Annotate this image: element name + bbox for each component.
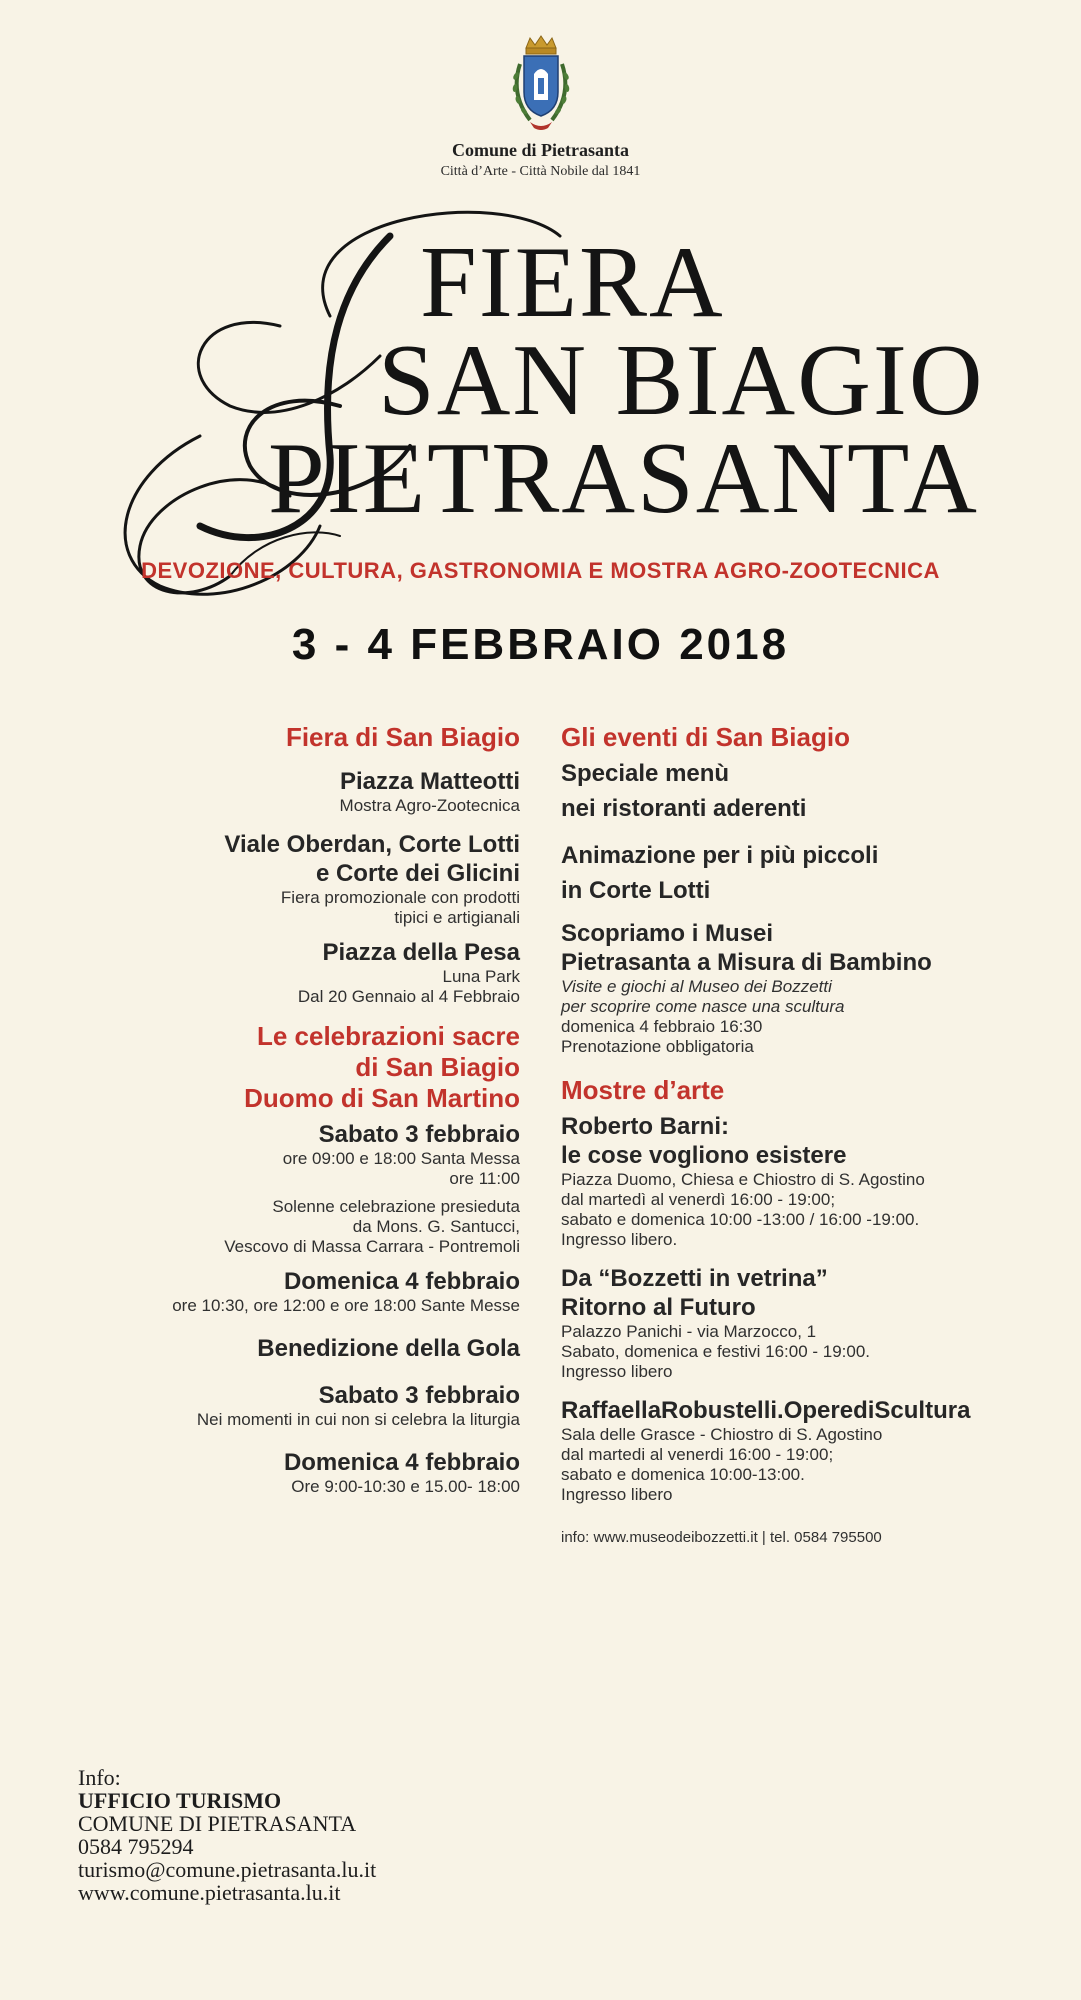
event-dates: 3 - 4 FEBBRAIO 2018 xyxy=(291,620,790,669)
scopriamo-line-1: Scopriamo i Musei xyxy=(561,920,774,947)
sabato-2-line: Nei momenti in cui non si celebra la liturgia xyxy=(196,1410,520,1429)
visite-line-1: Visite e giochi al Museo dei Bozzetti xyxy=(561,977,832,996)
corte-glicini: e Corte dei Glicini xyxy=(315,860,520,887)
viale-oberdan: Viale Oberdan, Corte Lotti xyxy=(224,831,520,858)
animazione-line-2: in Corte Lotti xyxy=(561,877,711,904)
solenne-line-2: da Mons. G. Santucci, xyxy=(352,1217,520,1236)
celebrazioni-heading-2: di San Biagio xyxy=(355,1052,520,1082)
speciale-line-2: nei ristoranti aderenti xyxy=(561,795,807,822)
barni-line-2: le cose vogliono esistere xyxy=(561,1142,847,1169)
sabato-1-heading: Sabato 3 febbraio xyxy=(318,1121,520,1148)
footer-info-label: Info: xyxy=(78,1765,121,1790)
mostre-heading: Mostre d’arte xyxy=(561,1075,725,1105)
title-fiera: FIERA xyxy=(420,226,725,339)
sabato-2-heading: Sabato 3 febbraio xyxy=(318,1382,520,1409)
barni-line-6: Ingresso libero. xyxy=(561,1230,678,1249)
visite-line-3: domenica 4 febbraio 16:30 xyxy=(561,1017,763,1036)
bozzetti-line-5: Ingresso libero xyxy=(561,1362,673,1381)
celebrazioni-heading-1: Le celebrazioni sacre xyxy=(256,1021,520,1051)
footer-comune: COMUNE DI PIETRASANTA xyxy=(78,1811,357,1836)
solenne-line-1: Solenne celebrazione presieduta xyxy=(272,1197,520,1216)
domenica-1-heading: Domenica 4 febbraio xyxy=(283,1268,520,1295)
domenica-1-line: ore 10:30, ore 12:00 e ore 18:00 Sante Messe xyxy=(172,1296,520,1315)
domenica-2-line: Ore 9:00-10:30 e 15.00- 18:00 xyxy=(291,1477,520,1496)
visite-line-4: Prenotazione obbligatoria xyxy=(561,1037,754,1056)
mostra-agro: Mostra Agro-Zootecnica xyxy=(339,796,520,815)
piazza-pesa: Piazza della Pesa xyxy=(322,939,520,966)
footer-phone: 0584 795294 xyxy=(78,1834,194,1859)
luna-park-dates: Dal 20 Gennaio al 4 Febbraio xyxy=(297,987,520,1006)
comune-subtitle: Città d’Arte - Città Nobile dal 1841 xyxy=(440,164,641,179)
pietrasanta-crest-icon xyxy=(508,34,574,134)
comune-name: Comune di Pietrasanta xyxy=(452,140,629,160)
footer-website[interactable]: www.comune.pietrasanta.lu.it xyxy=(78,1880,341,1905)
right-column xyxy=(561,722,1031,1546)
domenica-2-heading: Domenica 4 febbraio xyxy=(283,1449,520,1476)
sabato-1-line-2: ore 11:00 xyxy=(449,1169,520,1188)
sabato-1-line-1: ore 09:00 e 18:00 Santa Messa xyxy=(282,1149,520,1168)
fiera-promo-line-2: tipici e artigianali xyxy=(394,908,520,927)
barni-line-3: Piazza Duomo, Chiesa e Chiostro di S. Agostino xyxy=(561,1170,925,1189)
barni-line-1: Roberto Barni: xyxy=(561,1113,729,1140)
robustelli-line-3: dal martedi al venerdi 16:00 - 19:00; xyxy=(561,1445,834,1464)
robustelli-line-5: Ingresso libero xyxy=(561,1485,673,1504)
solenne-line-3: Vescovo di Massa Carrara - Pontremoli xyxy=(224,1237,520,1256)
robustelli-line-2: Sala delle Grasce - Chiostro di S. Agostino xyxy=(561,1425,883,1444)
barni-line-5: sabato e domenica 10:00 -13:00 / 16:00 -19:00. xyxy=(561,1210,920,1229)
bozzetti-line-4: Sabato, domenica e festivi 16:00 - 19:00. xyxy=(561,1342,871,1361)
animazione-line-1: Animazione per i più piccoli xyxy=(561,842,879,869)
footer-email[interactable]: turismo@comune.pietrasanta.lu.it xyxy=(78,1857,377,1882)
duomo-heading: Duomo di San Martino xyxy=(244,1083,520,1113)
robustelli-line-4: sabato e domenica 10:00-13:00. xyxy=(561,1465,805,1484)
barni-line-4: dal martedì al venerdì 16:00 - 19:00; xyxy=(561,1190,836,1209)
museo-info: info: www.museodeibozzetti.it | tel. 0584 795500 xyxy=(561,1529,882,1546)
luna-park: Luna Park xyxy=(442,967,520,986)
event-subtitle: DEVOZIONE, CULTURA, GASTRONOMIA E MOSTRA AGRO-ZOOTECNICA xyxy=(141,558,940,583)
visite-line-2: per scoprire come nasce una scultura xyxy=(561,997,845,1016)
robustelli-line-1: RaffaellaRobustelli.OperediScultura xyxy=(561,1397,971,1424)
benedizione-heading: Benedizione della Gola xyxy=(257,1335,520,1362)
title-san-biagio: SAN BIAGIO xyxy=(378,324,985,437)
bozzetti-line-2: Ritorno al Futuro xyxy=(561,1294,756,1321)
left-column xyxy=(150,722,520,1497)
scopriamo-line-2: Pietrasanta a Misura di Bambino xyxy=(561,949,932,976)
eventi-heading: Gli eventi di San Biagio xyxy=(561,722,850,752)
footer-ufficio: UFFICIO TURISMO xyxy=(78,1788,282,1813)
speciale-line-1: Speciale menù xyxy=(561,760,730,787)
bozzetti-line-3: Palazzo Panichi - via Marzocco, 1 xyxy=(561,1322,817,1341)
fiera-promo-line-1: Fiera promozionale con prodotti xyxy=(280,888,520,907)
title-pietrasanta: PIETRASANTA xyxy=(268,422,979,535)
footer-contacts xyxy=(78,1766,376,1904)
piazza-matteotti: Piazza Matteotti xyxy=(339,768,520,795)
fiera-heading: Fiera di San Biagio xyxy=(285,722,520,752)
bozzetti-line-1: Da “Bozzetti in vetrina” xyxy=(561,1265,828,1292)
